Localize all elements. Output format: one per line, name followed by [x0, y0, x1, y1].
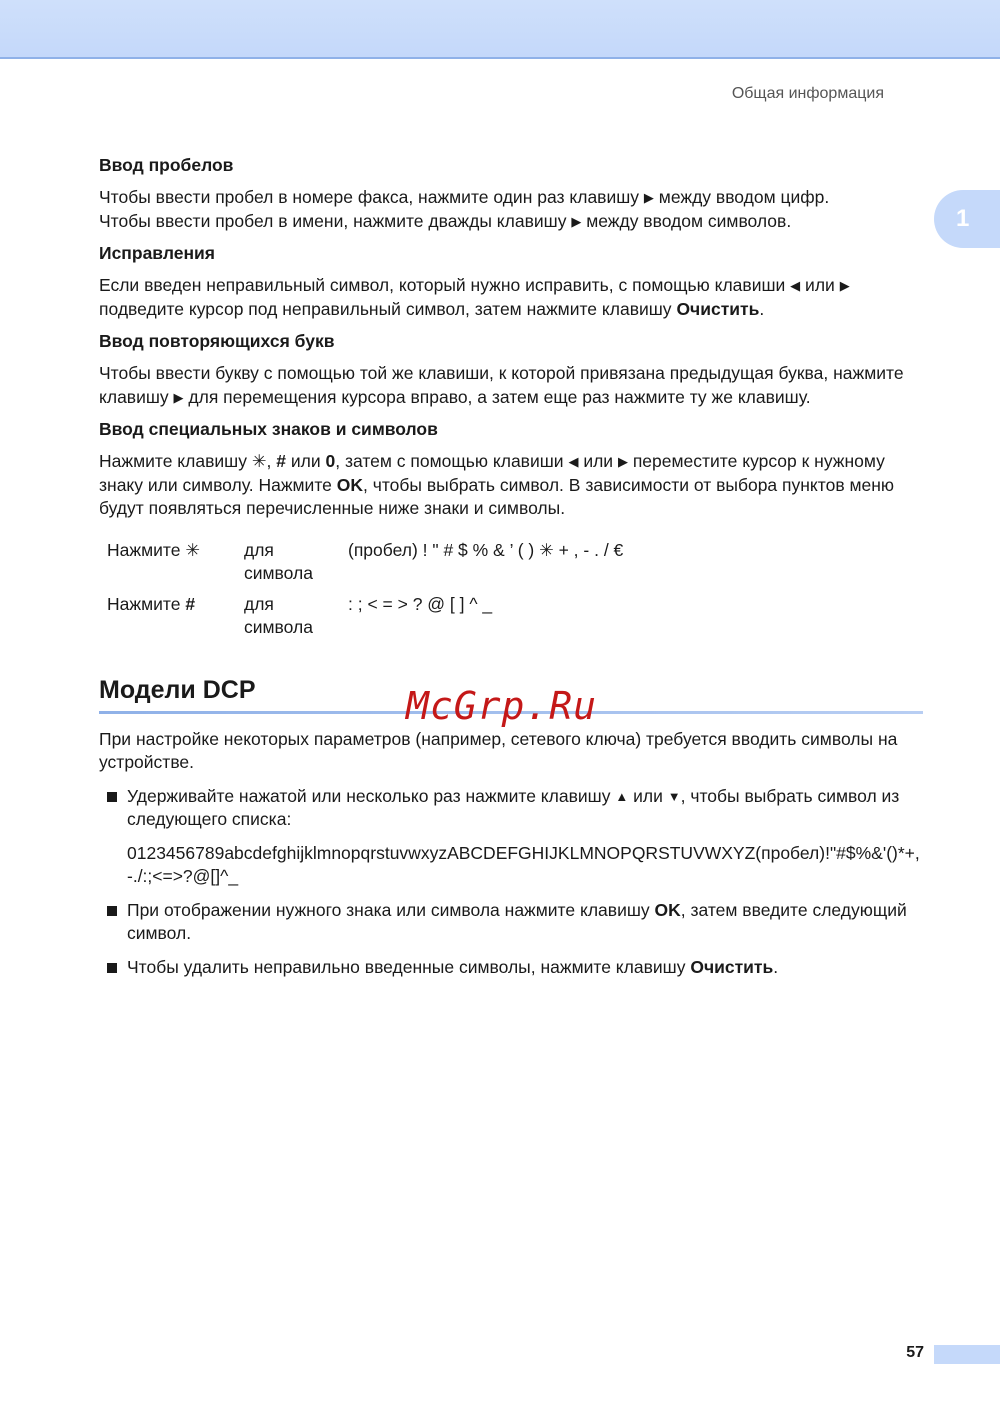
- page-number: 57: [906, 1344, 924, 1361]
- chapter-number: 1: [956, 205, 970, 232]
- right-arrow-icon: ▶: [173, 389, 184, 405]
- top-header-band: [0, 0, 1000, 59]
- heading-special-chars: Ввод специальных знаков и символов: [99, 419, 438, 439]
- para-corrections: Если введен неправильный символ, который нужно исправить, с помощью клавиши ◀ или ▶ подведите курсор под неправильный символ, затем нажмите клавишу Очистить.: [99, 275, 850, 319]
- zero-key: 0: [325, 451, 336, 471]
- hash-key: #: [276, 451, 286, 471]
- right-arrow-icon: ▶: [617, 454, 628, 469]
- para-dcp-intro: При настройке некоторых параметров (например, сетевого ключа) требуется вводить символы на устройстве.: [99, 728, 898, 772]
- star-key-icon: ✳: [251, 451, 267, 471]
- para-special-chars: Нажмите клавишу ✳, # или 0, затем с помощью клавиши ◀ или ▶ переместите курсор к нужному знаку или символу. Нажмите OK, чтобы выбрать символ. В зависимости от выбора пунктов меню будут появляться перечисленные ниже знаки и символы.: [99, 451, 895, 518]
- page-content: [99, 152, 929, 979]
- section-title-dcp: Модели DCP: [99, 675, 256, 704]
- watermark-text: McGrp.Ru: [406, 684, 598, 728]
- bullet-square-icon: [107, 792, 117, 802]
- list-item: При отображении нужного знака или символа нажмите клавишу OK, затем введите следующий символ.: [99, 899, 929, 946]
- heading-corrections: Исправления: [99, 243, 215, 263]
- right-arrow-icon: ▶: [643, 190, 654, 205]
- heading-space-entry: Ввод пробелов: [99, 155, 234, 175]
- para-space-entry: Чтобы ввести пробел в номере факса, нажмите один раз клавишу ▶ между вводом цифр. Чтобы ввести пробел в имени, нажмите дважды клавишу ▶ между вводом символов.: [99, 187, 830, 231]
- para-repeat-letters: Чтобы ввести букву с помощью той же клавиши, к которой привязана предыдущая буква, нажмите клавишу ▶ для перемещения курсора вправо, а затем еще раз нажмите ту же клавишу.: [99, 363, 904, 407]
- bullet-square-icon: [107, 963, 117, 973]
- heading-repeat-letters: Ввод повторяющихся букв: [99, 331, 335, 351]
- footer-tab: [934, 1345, 1000, 1364]
- list-item: Удерживайте нажатой или несколько раз нажмите клавишу ▲ или ▼, чтобы выбрать символ из следующего списка:: [99, 785, 929, 832]
- left-arrow-icon: ◀: [568, 454, 579, 469]
- right-arrow-icon: ▶: [571, 213, 582, 229]
- symbol-table: Нажмите ✳ для символа (пробел) ! " # $ % & ’ ( ) ✳ + , - . / € Нажмите # для символа : ; < = > ? @ [ ] ^ _: [107, 539, 624, 637]
- charset-list: 0123456789abcdefghijklmnopqrstuvwxyzABCDEFGHIJKLMNOPQRSTUVWXYZ(пробел)!"#$%&'()*+,-./:;<=>?@[]^_: [127, 842, 920, 886]
- list-item: Чтобы удалить неправильно введенные символы, нажмите клавишу Очистить.: [99, 956, 929, 980]
- right-arrow-icon: ▶: [839, 278, 850, 293]
- running-header: Общая информация: [731, 85, 884, 102]
- left-arrow-icon: ◀: [790, 278, 801, 293]
- bullet-square-icon: [107, 906, 117, 916]
- star-key-icon: ✳: [185, 539, 200, 560]
- chapter-tab: [934, 190, 1000, 248]
- down-arrow-icon: ▼: [667, 788, 681, 804]
- up-arrow-icon: ▲: [615, 788, 629, 804]
